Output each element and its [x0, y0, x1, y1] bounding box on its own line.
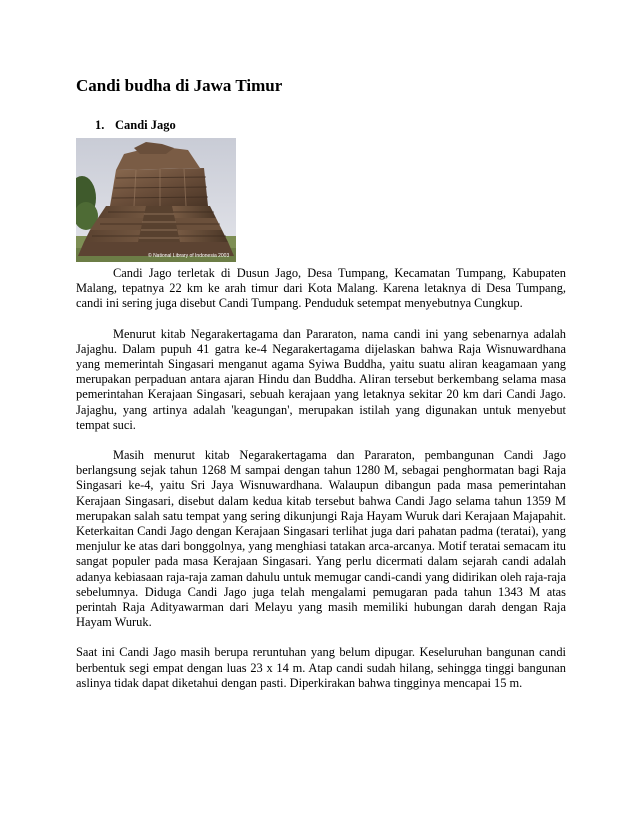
list-item-candi-jago — [95, 118, 176, 133]
photo-watermark: © National Library of Indonesia 2003 — [148, 253, 230, 259]
paragraph-3: Masih menurut kitab Negarakertagama dan Pararaton, pembangunan Candi Jago berlangsung sejak tahun 1268 M sampai dengan tahun 1280 M, sebagai penghormatan bagi Raja Singasari ke-4, yaitu Sri Jaya Wisnuwardhana. Walaupun dibangun pada masa pemerintahan Kerajaan Singasari, disebut dalam kedua kitab tersebut bahwa Candi Jago selama tahun 1359 M merupakan salah satu tempat yang sering dikunjungi Raja Hayam Wuruk dari Kerajaan Majapahit. Keterkaitan Candi Jago dengan Kerajaan Singasari terlihat juga dari pahatan padma (teratai), yang menjulur ke atas dari bonggolnya, yang menghiasi tatakan arca-arcanya. Motif teratai semacam itu sangat populer pada masa Kerajaan Singasari. Yang perlu dicermati dalam sejarah candi adalah adanya kebiasaan raja-raja zaman dahulu untuk memugar candi-candi yang didirikan oleh raja-raja sebelumnya. Diduga Candi Jago juga telah mengalami pemugaran pada tahun 1343 M atas perintah Raja Adityawarman dari Melayu yang masih memiliki hubungan darah dengan Raja Hayam Wuruk. — [76, 448, 566, 630]
paragraph-1: Candi Jago terletak di Dusun Jago, Desa Tumpang, Kecamatan Tumpang, Kabupaten Malang, tepatnya 22 km ke arah timur dari Kota Malang. Karena letaknya di Desa Tumpang, candi ini sering juga disebut Candi Tumpang. Penduduk setempat menyebutnya Cungkup. — [76, 266, 566, 311]
list-number: 1. — [95, 118, 105, 132]
paragraph-2: Menurut kitab Negarakertagama dan Pararaton, nama candi ini yang sebenarnya adalah Jajaghu. Dalam pupuh 41 gatra ke-4 Negarakertagama dijelaskan bahwa Raja Wisnuwardhana yang memerintah Singasari menganut agama Syiwa Buddha, yaitu suatu aliran keagamaan yang merupakan perpaduan antara ajaran Hindu dan Buddha. Aliran tersebut berkembang selama masa pemerintahan Kerajaan Singasari, sebuah kerajaan yang letaknya sekitar 20 km dari Candi Jago. Jajaghu, yang artinya adalah 'keagungan', merupakan istilah yang digunakan untuk menyebut tempat suci. — [76, 326, 566, 432]
paragraph-4: Saat ini Candi Jago masih berupa reruntuhan yang belum dipugar. Keseluruhan bangunan candi berbentuk segi empat dengan luas 23 x 14 m. Atap candi sudah hilang, sehingga tinggi bangunan aslinya tidak dapat diketahui dengan pasti. Diperkirakan bahwa tingginya mencapai 15 m. — [76, 645, 566, 690]
temple-photo-icon — [76, 138, 236, 262]
list-label: Candi Jago — [115, 118, 176, 132]
article-body — [76, 266, 566, 706]
page-title: Candi budha di Jawa Timur — [76, 76, 283, 95]
